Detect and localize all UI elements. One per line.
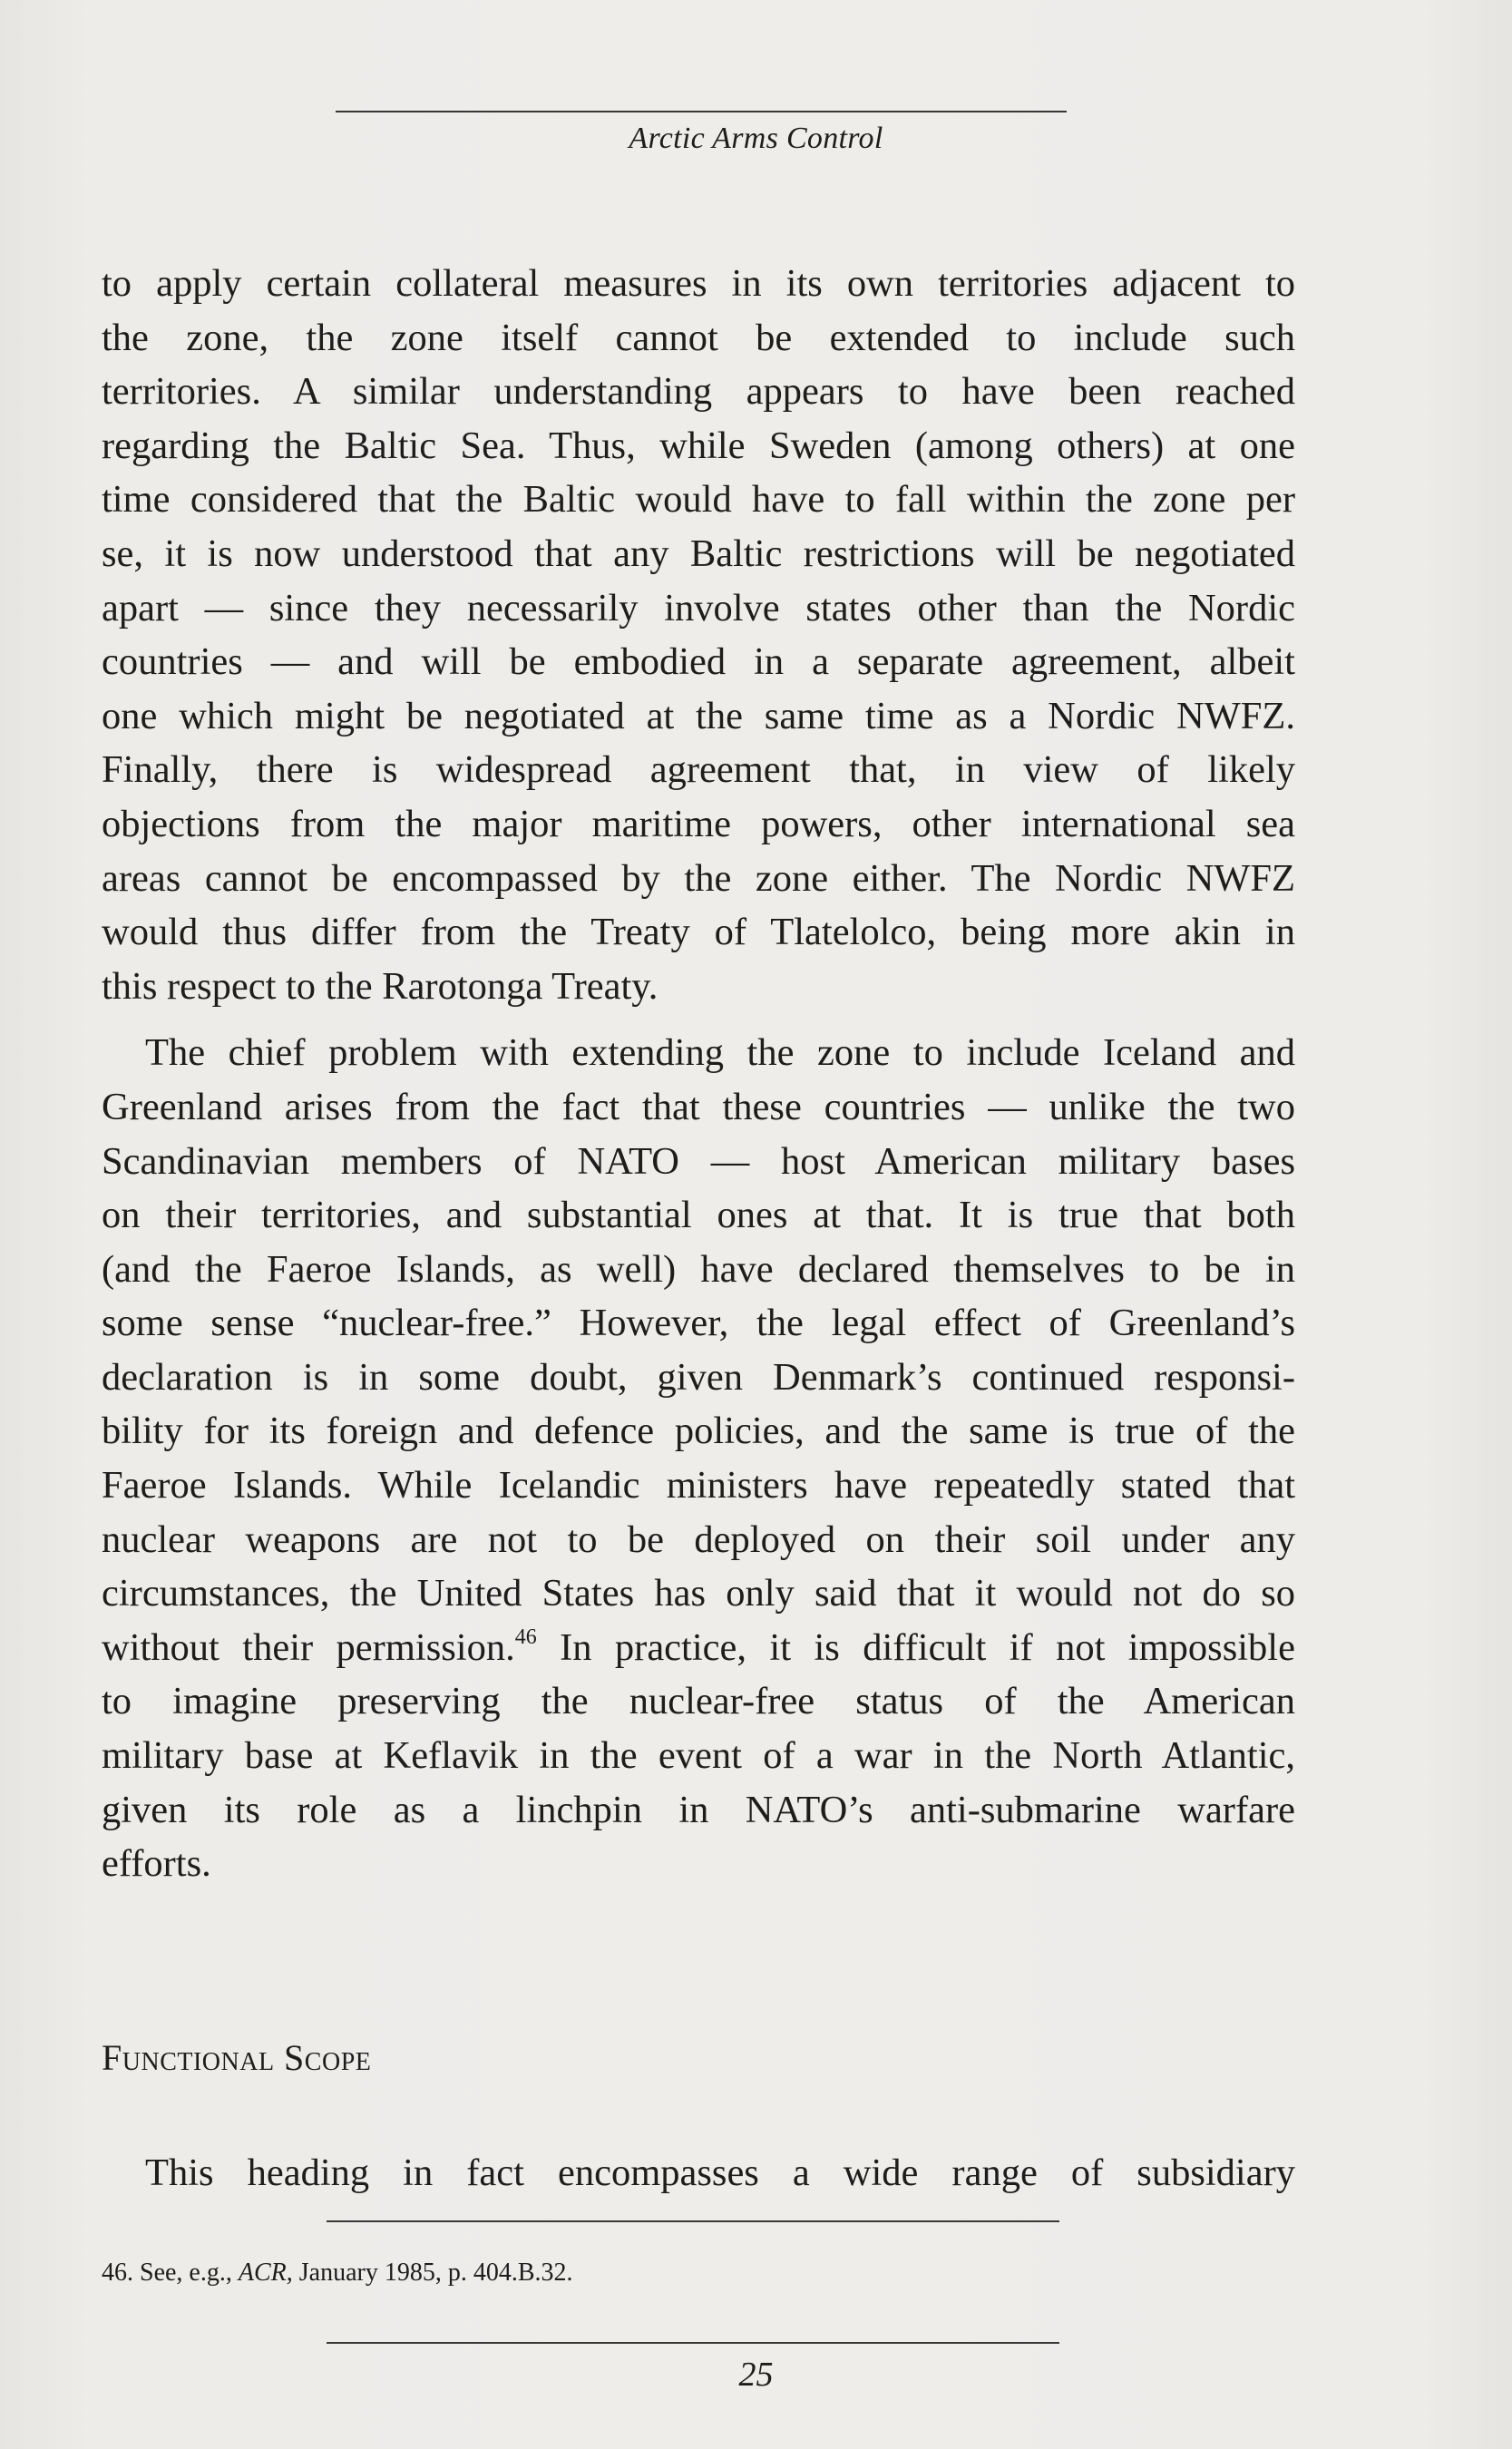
text-line: time considered that the Baltic would have to fall within the zone per bbox=[102, 478, 1295, 522]
running-head: Arctic Arms Control bbox=[629, 122, 883, 155]
text-line: bility for its foreign and defence policies, and the same is true of the bbox=[102, 1410, 1295, 1453]
text-line: areas cannot be encompassed by the zone either. The Nordic NWFZ bbox=[102, 856, 1295, 900]
body-text bbox=[102, 257, 1295, 1891]
text-line: Greenland arises from the fact that these countries — unlike the two bbox=[102, 1085, 1295, 1128]
text-line: some sense “nuclear-free.” However, the legal effect of Greenland’s bbox=[102, 1302, 1295, 1345]
text-line: efforts. bbox=[102, 1842, 211, 1886]
page-number: 25 bbox=[738, 2356, 774, 2394]
footnote-text: See, e.g., bbox=[140, 2259, 232, 2287]
text-line: regarding the Baltic Sea. Thus, while Sweden (among others) at one bbox=[102, 424, 1295, 467]
footnote bbox=[102, 2259, 573, 2288]
text-line: given its role as a linchpin in NATO’s anti-submarine warfare bbox=[102, 1788, 1295, 1831]
footnote-text: January 1985, p. 404.B.32. bbox=[298, 2259, 573, 2287]
bottom-rule bbox=[327, 2342, 1059, 2344]
text-line: would thus differ from the Treaty of Tlatelolco, being more akin in bbox=[102, 911, 1295, 954]
text-line: territories. A similar understanding appears to have been reached bbox=[102, 370, 1295, 414]
text-line: the zone, the zone itself cannot be extended to include such bbox=[102, 316, 1295, 359]
text-line: on their territories, and substantial ones at that. It is true that both bbox=[102, 1194, 1295, 1237]
footnote-source: ACR, bbox=[238, 2259, 293, 2287]
text-line: This heading in fact encompasses a wide range of subsidiary bbox=[145, 2151, 1295, 2194]
footnote-ref: 46 bbox=[514, 1625, 537, 1649]
text-line: to imagine preserving the nuclear-free status of the American bbox=[102, 1680, 1295, 1723]
text-line: military base at Keflavik in the event of a war in the North Atlantic, bbox=[102, 1734, 1295, 1778]
footnote-number: 46. bbox=[102, 2259, 133, 2287]
text-line: Finally, there is widespread agreement that, in view of likely bbox=[102, 748, 1295, 792]
text-line: to apply certain collateral measures in its own territories adjacent to bbox=[102, 262, 1295, 305]
text-line: one which might be negotiated at the same time as a Nordic NWFZ. bbox=[102, 694, 1295, 737]
text-line: apart — since they necessarily involve states other than the Nordic bbox=[102, 586, 1295, 629]
text-line: this respect to the Rarotonga Treaty. bbox=[102, 964, 658, 1008]
header-rule bbox=[336, 111, 1067, 112]
text-line: objections from the major maritime powers, other international sea bbox=[102, 802, 1295, 845]
text-line-with-footnote-ref bbox=[102, 1621, 1295, 1675]
text-line: Faeroe Islands. While Icelandic ministers have repeatedly stated that bbox=[102, 1464, 1295, 1507]
text-line: declaration is in some doubt, given Denmark’s continued responsi- bbox=[102, 1355, 1295, 1399]
text-line: countries — and will be embodied in a separate agreement, albeit bbox=[102, 640, 1295, 684]
text-line: nuclear weapons are not to be deployed on their soil under any bbox=[102, 1517, 1295, 1561]
text-line: The chief problem with extending the zone to include Iceland and bbox=[145, 1031, 1295, 1075]
section-heading: Functional Scope bbox=[102, 2037, 372, 2078]
text-segment: without their permission. bbox=[102, 1625, 515, 1669]
footnote-rule bbox=[327, 2220, 1059, 2222]
text-line: se, it is now understood that any Baltic restrictions will be negotiated bbox=[102, 532, 1295, 575]
text-line: (and the Faeroe Islands, as well) have declared themselves to be in bbox=[102, 1247, 1295, 1291]
text-line: circumstances, the United States has only said that it would not do so bbox=[102, 1572, 1295, 1615]
text-line: Scandinavian members of NATO — host American military bases bbox=[102, 1139, 1295, 1183]
paragraph-gap bbox=[102, 1013, 1295, 1026]
text-segment: In practice, it is difficult if not impossible bbox=[536, 1625, 1295, 1669]
section-first-line bbox=[102, 2146, 1295, 2200]
